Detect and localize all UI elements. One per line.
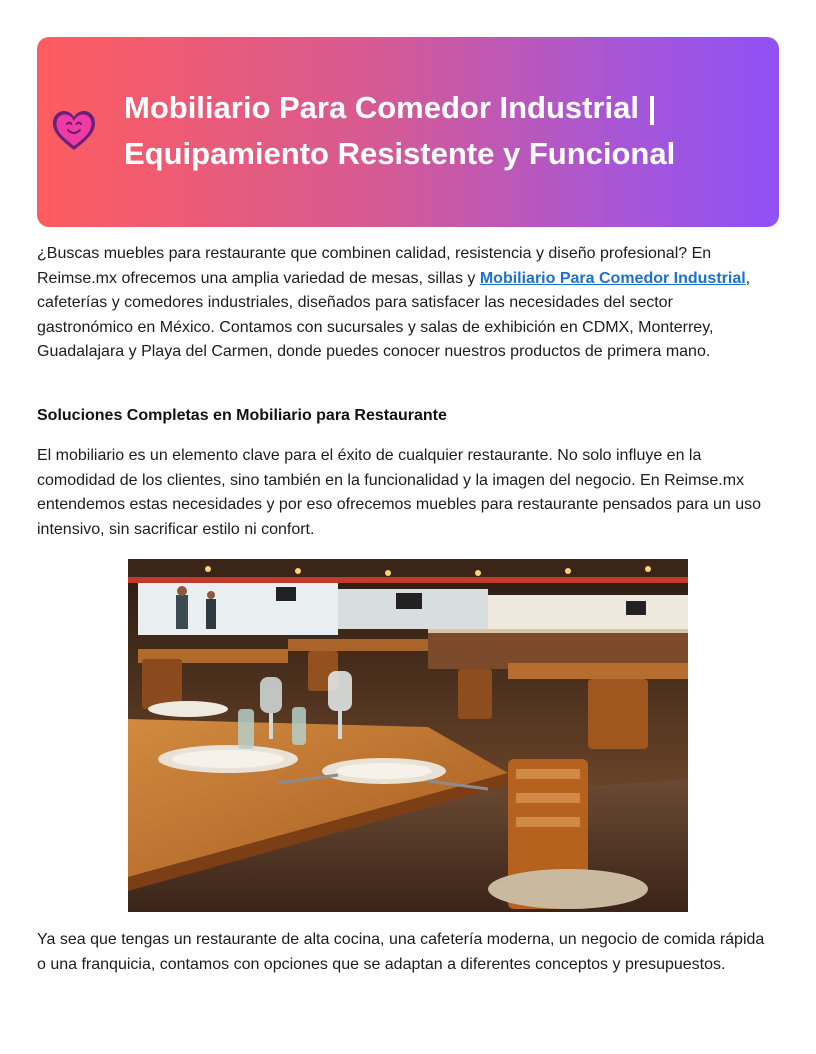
intro-text-after-link: , cafeterías y comedores industriales, diseñados para satisfacer las necesidades del sector gastronómico en México. Contamos con sucursales y salas de exhibición en CDMX, Monterrey, Guadalajara y Playa del Carmen, donde puedes conocer nuestros productos de primera mano. xyxy=(37,269,751,361)
intro-text-before-link: ¿Buscas muebles para restaurante que combinen calidad, resistencia y diseño profesional? En Reimse.mx ofrecemos una amplia variedad de mesas, sillas y xyxy=(37,245,712,287)
restaurant-photo-illustration xyxy=(128,559,688,912)
section-heading: Soluciones Completas en Mobiliario para Restaurante xyxy=(37,407,447,424)
restaurant-dining-photo xyxy=(128,559,688,912)
smiling-heart-icon xyxy=(51,109,97,153)
section-paragraph: El mobiliario es un elemento clave para el éxito de cualquier restaurante. No solo influye en la comodidad de los clientes, sino también en la funcionalidad y la imagen del negocio. En Reimse.mx entendemos estas necesidades y por eso ofrecemos muebles para restaurante pensados para un uso intensivo, sin sacrificar estilo ni confort. xyxy=(37,447,761,538)
intro-paragraph xyxy=(37,242,772,365)
closing-paragraph: Ya sea que tengas un restaurante de alta cocina, una cafetería moderna, un negocio de comida rápida o una franquicia, contamos con opciones que se adaptan a diferentes conceptos y presupuestos. xyxy=(37,931,765,973)
mobiliario-comedor-industrial-link[interactable]: Mobiliario Para Comedor Industrial xyxy=(479,269,746,287)
page-title-line-1: Mobiliario Para Comedor Industrial | xyxy=(124,90,657,125)
page-title xyxy=(124,85,754,177)
title-banner xyxy=(37,37,779,227)
page-title-line-2: Equipamiento Resistente y Funcional xyxy=(124,136,676,171)
